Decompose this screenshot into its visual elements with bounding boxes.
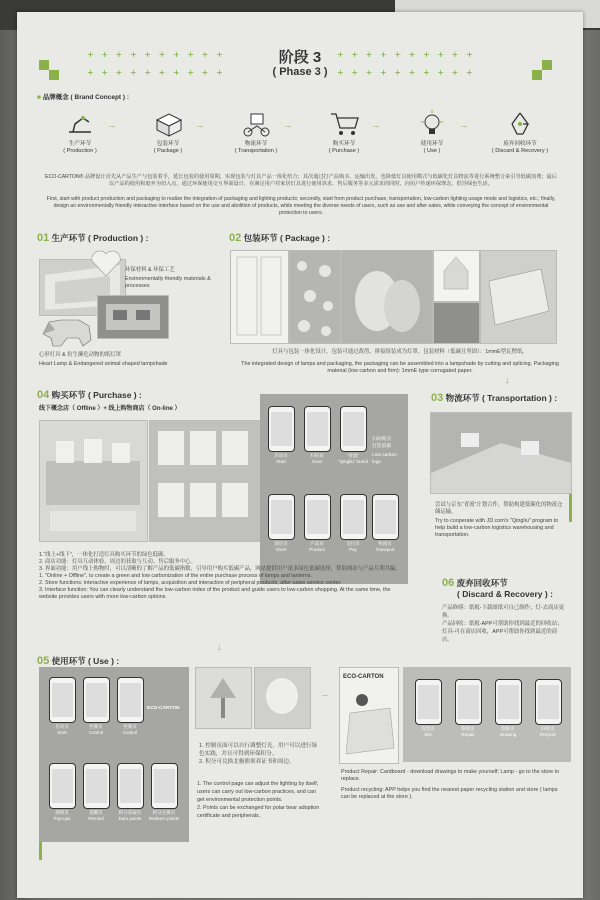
screen-label-en: Scan xyxy=(311,458,323,464)
brand-concept-heading: ■ 品牌概念 ( Brand Concept ) : xyxy=(37,94,130,101)
eco-carton-box-photo xyxy=(339,667,399,764)
package-caption-cn: 灯具与包装一体化设计，包装可通过裁剪、拼接组装成为灯罩。包装材料（低碳且坚固）：1mmE型瓦楞纸。 xyxy=(272,349,528,355)
purchase-heading xyxy=(37,389,142,401)
screen-label xyxy=(263,541,299,552)
package-photo-carton xyxy=(480,250,557,344)
screen-label-cn: 支付页 xyxy=(346,541,360,546)
cross-pattern-right: + + + + + + + + + + xyxy=(337,50,473,59)
app-screen-product xyxy=(304,494,331,540)
screen-label-cn: "青流" xyxy=(346,453,360,458)
app-screen-control xyxy=(117,677,144,723)
screen-content xyxy=(343,412,364,446)
popup-en: Low carbon logo xyxy=(372,453,397,465)
concept-step-1 xyxy=(45,108,115,155)
eco-carton-brand-label: ECO-CARTON xyxy=(343,674,384,680)
purchase-point-cn: 3. 界面功能：用户线上购物时，可以清晰的了解产品的低碳指数，引导用户购买低碳产品，网站提供用户更多绿色低碳选择，帮助网站与产品互利共赢。 xyxy=(39,566,401,572)
screen-content xyxy=(52,683,73,717)
screen-label-cn: 产品页 xyxy=(310,541,324,546)
package-caption-en: The integrated design of lamps and packaging, the packaging can be assembled into a lampshade by cutting and splicing. Packaging material (low carbon and firm): 1mmE type corrugated paper. xyxy=(241,361,559,374)
side-bar xyxy=(569,492,572,522)
section-number: 05 xyxy=(37,655,50,667)
purchase-point-en: 1. "Online + Offline", to create a green and low carbonization of the entire purchase process of lamps and lanterns. xyxy=(39,573,312,579)
concept-paragraph-en: First, start with product production and packaging to realize the integration of packaging and lighting products; secondly, start from product purchase, transportation, low-carbon lighting usage mode and logistics, etc.; finally, design an environmentally friendly interactive interface based on the use and abolition of products, while meeting the diverse needs of users, such as use and after-sales, while conveying the concept of environmental protection to users. xyxy=(46,196,556,216)
screen-content xyxy=(498,685,519,719)
online-store-photo xyxy=(149,420,261,542)
screen-label xyxy=(335,541,371,552)
step-label-cn: 物流环节 xyxy=(244,141,268,147)
cross-pattern-left: + + + + + + + + + + xyxy=(87,50,223,59)
logistics-warehouse-photo xyxy=(430,412,572,494)
package-diagram-1 xyxy=(230,250,289,344)
offline-store-photo xyxy=(39,420,148,542)
screen-label xyxy=(490,726,526,737)
screen-content xyxy=(458,685,479,719)
use-brand-label: ECO-CARTON xyxy=(147,706,180,711)
screen-content xyxy=(271,412,292,446)
screen-label-cn: 修缮页 xyxy=(461,726,475,731)
concept-step-3 xyxy=(221,108,291,155)
section-number: 02 xyxy=(229,232,242,244)
discard-heading-text: 废弃回收环节 xyxy=(456,578,508,588)
polar-bear-lampshade-icon xyxy=(39,312,94,350)
right-arrow-icon: → xyxy=(459,120,468,130)
screen-label xyxy=(112,810,148,821)
screen-label-en: "Qingliu" brand xyxy=(338,458,368,464)
screen-label-cn: 启动页 xyxy=(55,724,69,729)
screen-content xyxy=(307,500,328,534)
screen-label-en: Store xyxy=(275,546,287,552)
screen-content xyxy=(120,769,141,803)
right-arrow-icon: → xyxy=(320,689,329,699)
screen-content xyxy=(120,683,141,717)
down-arrow-icon: ↓ xyxy=(217,642,222,652)
app-screen-drawing xyxy=(495,679,522,725)
screen-label-en: Redeem points xyxy=(148,815,180,821)
app-screen-pay xyxy=(340,494,367,540)
screen-label xyxy=(78,724,114,735)
transport-caption-cn: 尝试与京东“青流”计划合作，帮助构建低碳化的物流仓储运输。 xyxy=(435,502,563,515)
concept-step-4 xyxy=(309,108,379,155)
step-label-cn: 生产环节 xyxy=(68,141,92,147)
screen-label-en: Product xyxy=(309,546,325,552)
screen-label-cn: 设置页 xyxy=(421,726,435,731)
screen-label-en: Earn points xyxy=(118,815,142,821)
package-photo-hands xyxy=(341,250,433,344)
purchase-point-en: 2. Store functions: interactive experience of lamps, acquisition and interaction of peripheral products, after-sales service center. xyxy=(39,580,342,586)
discard-heading-en: ( Discard & Recovery ) : xyxy=(457,589,553,599)
screen-label-en: Remind xyxy=(88,815,104,821)
shopping-cart-icon xyxy=(327,108,361,138)
lamp-light-icon xyxy=(415,108,449,138)
package-box-icon xyxy=(151,108,185,138)
repair-en: Product Repair: Cardboard - download drawings to make yourself; Lamp - go to the store to replace. xyxy=(341,769,560,782)
concept-step-6 xyxy=(485,108,555,155)
screen-label-cn: 启动页 xyxy=(274,453,288,458)
concept-step-2 xyxy=(133,108,203,155)
screen-label-cn: 控制页 xyxy=(123,724,137,729)
use-points-cn xyxy=(199,742,319,766)
screen-content xyxy=(86,769,107,803)
app-screen-site xyxy=(415,679,442,725)
screen-label xyxy=(530,726,566,737)
screen-label xyxy=(112,724,148,735)
robot-arm-icon xyxy=(63,108,97,138)
purchase-heading-text: 购买环节 ( Purchase ) : xyxy=(51,390,142,400)
phase-title: 阶段 3 xyxy=(278,49,322,66)
package-photo-shade xyxy=(433,250,480,302)
screen-label-en: Drawing xyxy=(499,731,517,737)
right-arrow-icon: → xyxy=(195,120,204,130)
production-heading xyxy=(37,232,148,244)
concept-paragraph-cn: ECO-CARTON® 品牌设计首先从产品生产与包装着手，延长包装的使用周期，实现包装与灯具产品一体化结合；其次通过打产品购买、运输出发，也降低灯具使用模式与低碳化灯具物流等进行系统整合来引导低碳消费；最后以产品的使用和废弃为切入点，通过环保使用交互界面设计，在满足用户对家居灯具进行使用诉求，售后服务等多元需求的同时，向用户传递环保理念，倡导绿色生活。 xyxy=(44,174,557,187)
screen-label-cn: 积分兑换页 xyxy=(152,810,176,815)
screen-label-cn: 控制页 xyxy=(89,724,103,729)
section-number: 01 xyxy=(37,232,50,244)
app-screen-scan xyxy=(304,406,331,452)
step-label-cn: 使用环节 xyxy=(420,141,444,147)
use-points-en: 1. The control page can adjust the lighting by itself, users can carry out low-carbon practices, and can get environmental protection points. 2. Points can be exchanged for polar bear adoption certificate and peripherals. xyxy=(197,781,320,819)
screen-label xyxy=(299,453,335,464)
right-arrow-icon: → xyxy=(107,120,116,130)
screen-label-en: Site xyxy=(424,731,432,737)
screen-label-en: Control xyxy=(88,729,104,735)
screen-label-cn: 积分获取页 xyxy=(118,810,142,815)
popup-cn: 扫码购买 打造低碳 xyxy=(372,437,392,449)
screen-label-en: Start xyxy=(57,729,67,735)
screen-content xyxy=(52,769,73,803)
right-arrow-icon: → xyxy=(283,120,292,130)
step-label-en: ( Transportation ) xyxy=(234,148,278,154)
section-number: 04 xyxy=(37,389,50,401)
step-label-cn: 包装环节 xyxy=(156,141,180,147)
recycle-app-panel xyxy=(403,667,571,762)
screen-label-cn: 物流页 xyxy=(378,541,392,546)
cross-pattern-right-2: + + + + + + + + + + xyxy=(337,68,473,77)
right-arrow-icon: → xyxy=(371,120,380,130)
production-caption-en: Heart Lamp & Endangered animal shaped lampshade xyxy=(39,361,168,367)
app-screen-repair xyxy=(455,679,482,725)
screen-label-en: Transport xyxy=(375,546,395,552)
material-en: Environmentally friendly materials & processes xyxy=(125,276,211,289)
cross-pattern-left-2: + + + + + + + + + + xyxy=(87,68,223,77)
purchase-subheading: 线下概念店（ Offline ）+ 线上购物商店（ On-line ） xyxy=(39,406,181,412)
screen-content xyxy=(307,412,328,446)
screen-label xyxy=(299,541,335,552)
package-heading-text: 包装环节 ( Package ) : xyxy=(243,233,331,243)
transport-heading-text: 物流环节 ( Transportation ) : xyxy=(445,393,558,403)
app-screen-recycle xyxy=(535,679,562,725)
screen-label-cn: 图纸页 xyxy=(501,726,515,731)
concept-step-5 xyxy=(397,108,467,155)
screen-label-en: Pay xyxy=(349,546,357,552)
screen-label xyxy=(263,453,299,464)
screen-label-en: Recycle xyxy=(539,731,556,737)
screen-label-cn: 扫码页 xyxy=(310,453,324,458)
purchase-point-en: 3. Interface function: You can clearly understand the low-carbon index of the product and guide users to low-carbon shopping. At the same time, the website provides users with more low-carbon options. xyxy=(39,587,391,600)
lamp-use-photo-1 xyxy=(195,667,252,729)
step-label-en: ( Purchase ) xyxy=(328,148,360,154)
use-points-cn-text: 1. 控制页面可以自行调整灯光，用户可以进行绿色实践，并且可得到环保积分。 2. 积分可兑换北极熊领养证书和周边。 xyxy=(199,743,318,765)
package-photo-box xyxy=(433,302,480,344)
purchase-points xyxy=(39,552,409,601)
screen-label xyxy=(78,810,114,821)
purchase-point-cn: 2. 商店功能：灯具互动体验、周边的获取与互动、售后服务中心。 xyxy=(39,559,196,565)
screen-label xyxy=(146,810,182,821)
screen-label-cn: 商店页 xyxy=(274,541,288,546)
package-diagram-2 xyxy=(289,250,341,344)
screen-label xyxy=(335,453,371,464)
use-heading-text: 使用环节 ( Use ) : xyxy=(51,656,120,666)
production-heading-text: 生产环节 ( Production ) : xyxy=(51,233,149,243)
app-screen-pop-ups xyxy=(49,763,76,809)
screen-content xyxy=(538,685,559,719)
screen-label xyxy=(450,726,486,737)
transport-heading xyxy=(431,392,557,404)
purchase-point-cn: 1.“线上+线下”，一体化打造灯具购买环节的绿色低碳。 xyxy=(39,552,169,558)
step-label-cn: 废弃回收环节 xyxy=(503,141,537,147)
lamp-use-photo-2 xyxy=(254,667,311,729)
screen-label xyxy=(44,724,80,735)
screen-label-cn: 提醒页 xyxy=(89,810,103,815)
recycle-en: Product recycling: APP helps you find the nearest paper recycling station and store ( lamps can be replaced at the store ). xyxy=(341,787,558,800)
down-arrow-icon: ↓ xyxy=(505,375,510,385)
app-screen-remind xyxy=(83,763,110,809)
screen-label-cn: 弹窗页 xyxy=(55,810,69,815)
screen-label-en: Start xyxy=(276,458,286,464)
brand-concept-heading-text: 品牌概念 ( Brand Concept ) : xyxy=(42,94,130,101)
screen-label xyxy=(44,810,80,821)
app-screen-control xyxy=(83,677,110,723)
screen-content xyxy=(343,500,364,534)
delivery-scooter-icon xyxy=(239,108,273,138)
production-photo-machine xyxy=(97,295,169,339)
screen-content xyxy=(271,500,292,534)
package-heading xyxy=(229,232,330,244)
step-label-en: ( Use ) xyxy=(423,148,441,154)
transport-caption-en: Try to cooperate with JD.com's "Qingliu" program to help build a low-carbon logistics warehousing and transportation. xyxy=(435,518,559,538)
screen-label xyxy=(367,541,403,552)
poster-board xyxy=(17,12,583,898)
section-number: 06 xyxy=(442,577,455,589)
screen-content xyxy=(375,500,396,534)
app-screen-redeem-points xyxy=(151,763,178,809)
section-number: 03 xyxy=(431,392,444,404)
recycle-icon xyxy=(503,108,537,138)
app-screen-start xyxy=(49,677,76,723)
use-app-panel xyxy=(39,667,189,842)
heart-lamp-icon xyxy=(89,248,123,278)
screen-content xyxy=(86,683,107,717)
app-screen-start xyxy=(268,406,295,452)
discard-heading xyxy=(442,577,508,589)
phase-subtitle: ( Phase 3 ) xyxy=(272,66,328,78)
step-label-en: ( Package ) xyxy=(153,148,183,154)
material-cn: 环保材料 & 环保工艺 xyxy=(125,267,175,273)
use-heading xyxy=(37,655,119,667)
step-label-en: ( Discard & Recovery ) xyxy=(491,148,549,154)
screen-label-en: Pop-ups xyxy=(53,815,71,821)
screen-content xyxy=(154,769,175,803)
step-label-en: ( Production ) xyxy=(63,148,97,154)
app-screen-store xyxy=(268,494,295,540)
screen-label-en: Control xyxy=(122,729,138,735)
app-screen-earn-points xyxy=(117,763,144,809)
screen-label-cn: 回收页 xyxy=(541,726,555,731)
app-screen-transport xyxy=(372,494,399,540)
discard-text-cn: 产品修缮：纸板-下载图纸可自己制作；灯-去商店更换。 产品回收：纸板-APP可帮助你找到最近的回收站；灯具-可在商店回收，APP可帮助你找到最近的商店。 xyxy=(442,605,565,643)
app-screen-qingliu-brand xyxy=(340,406,367,452)
production-caption-cn: 心形灯具 & 仿生濒危动物的纸灯罩 xyxy=(39,352,122,358)
screen-content xyxy=(418,685,439,719)
screen-label-en: Repair xyxy=(461,731,475,737)
screen-label xyxy=(410,726,446,737)
step-label-cn: 购买环节 xyxy=(332,141,356,147)
